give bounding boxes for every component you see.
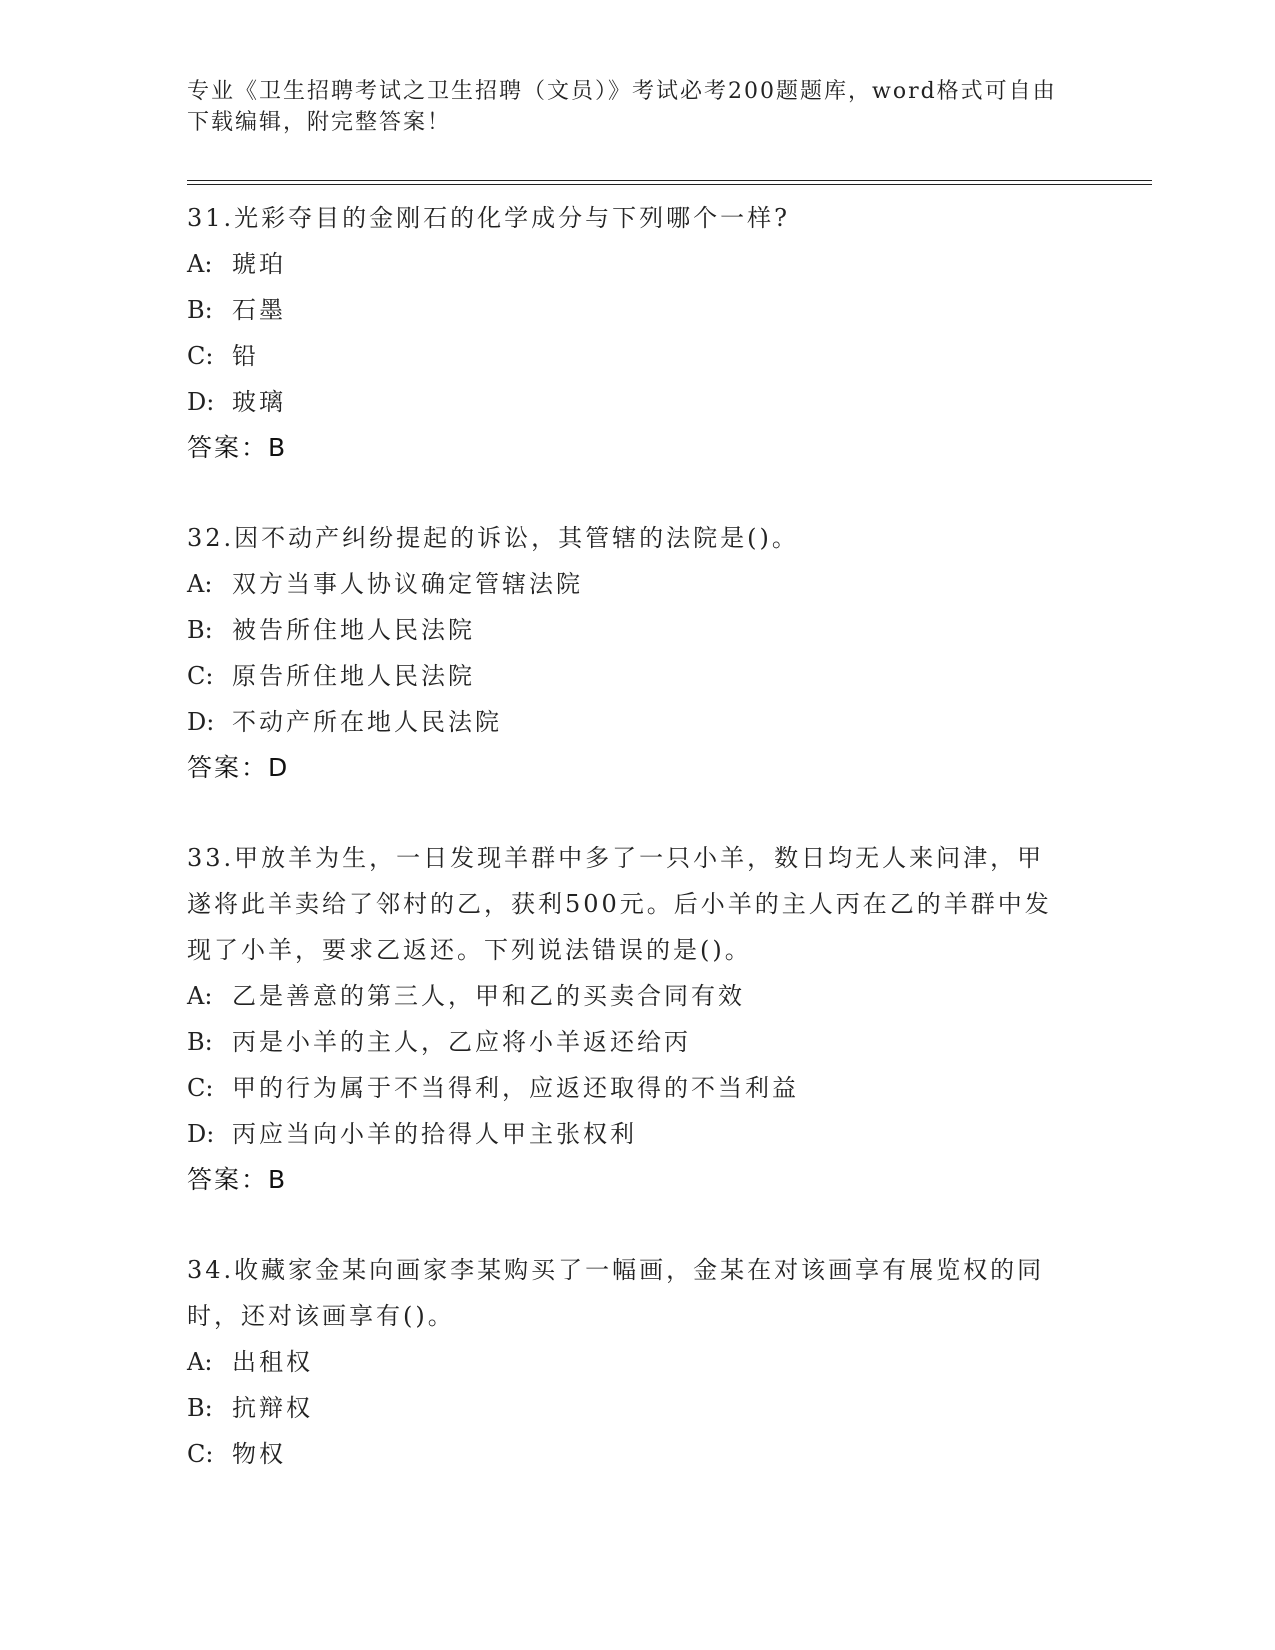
option-text: 乙是善意的第三人，甲和乙的买卖合同有效 (232, 982, 745, 1010)
option-letter: B: (187, 616, 213, 644)
option-text: 丙应当向小羊的拾得人甲主张权利 (232, 1120, 637, 1148)
question-31 (187, 195, 1152, 471)
option-letter: C: (187, 662, 214, 690)
option-letter: C: (187, 1440, 214, 1468)
option-text: 不动产所在地人民法院 (232, 708, 502, 736)
double-rule-divider (187, 180, 1152, 185)
option-letter: A: (187, 982, 213, 1010)
option-text: 玻璃 (232, 388, 286, 416)
option-letter: D: (187, 388, 215, 416)
document-intro: 专业《卫生招聘考试之卫生招聘（文员）》考试必考200题题库，word格式可自由下载编辑，附完整答案！ (187, 79, 1057, 135)
option-b (187, 287, 1152, 333)
option-letter: C: (187, 1074, 214, 1102)
option-b (187, 607, 1152, 653)
option-a (187, 561, 1152, 607)
option-text: 琥珀 (232, 250, 286, 278)
option-a (187, 241, 1152, 287)
option-d (187, 1111, 1152, 1157)
answer-line: 答案：B (187, 433, 288, 462)
option-c (187, 1431, 1152, 1477)
question-32 (187, 515, 1152, 791)
question-text: 33.甲放羊为生，一日发现羊群中多了一只小羊，数日均无人来问津，甲遂将此羊卖给了邻村的乙，获利500元。后小羊的主人丙在乙的羊群中发现了小羊，要求乙返还。下列说法错误的是()。 (187, 844, 1052, 964)
option-text: 原告所住地人民法院 (232, 662, 475, 690)
option-letter: B: (187, 1028, 213, 1056)
rule-line-bottom (187, 184, 1152, 185)
option-d (187, 699, 1152, 745)
question-34 (187, 1247, 1152, 1477)
rule-line-top (187, 180, 1152, 181)
option-letter: D: (187, 708, 215, 736)
question-text: 34.收藏家金某向画家李某购买了一幅画，金某在对该画享有展览权的同时，还对该画享有()。 (187, 1256, 1045, 1330)
option-text: 石墨 (232, 296, 286, 324)
option-c (187, 653, 1152, 699)
option-text: 甲的行为属于不当得利，应返还取得的不当利益 (232, 1074, 799, 1102)
option-text: 双方当事人协议确定管辖法院 (232, 570, 583, 598)
option-b (187, 1019, 1152, 1065)
option-letter: C: (187, 342, 214, 370)
option-text: 铅 (232, 342, 259, 370)
option-a (187, 973, 1152, 1019)
option-a (187, 1339, 1152, 1385)
option-text: 抗辩权 (232, 1394, 313, 1422)
answer-line: 答案：D (187, 753, 290, 782)
option-text: 出租权 (232, 1348, 313, 1376)
option-letter: D: (187, 1120, 215, 1148)
option-letter: B: (187, 296, 213, 324)
option-text: 被告所住地人民法院 (232, 616, 475, 644)
option-b (187, 1385, 1152, 1431)
option-d (187, 379, 1152, 425)
document-page (187, 76, 1152, 1477)
answer-line: 答案：B (187, 1165, 288, 1194)
option-c (187, 333, 1152, 379)
option-letter: A: (187, 1348, 213, 1376)
option-text: 物权 (232, 1440, 286, 1468)
option-text: 丙是小羊的主人，乙应将小羊返还给丙 (232, 1028, 691, 1056)
question-text: 31.光彩夺目的金刚石的化学成分与下列哪个一样? (187, 204, 791, 232)
question-33 (187, 835, 1152, 1203)
option-letter: A: (187, 570, 213, 598)
question-text: 32.因不动产纠纷提起的诉讼，其管辖的法院是()。 (187, 524, 799, 552)
option-c (187, 1065, 1152, 1111)
option-letter: A: (187, 250, 213, 278)
option-letter: B: (187, 1394, 213, 1422)
